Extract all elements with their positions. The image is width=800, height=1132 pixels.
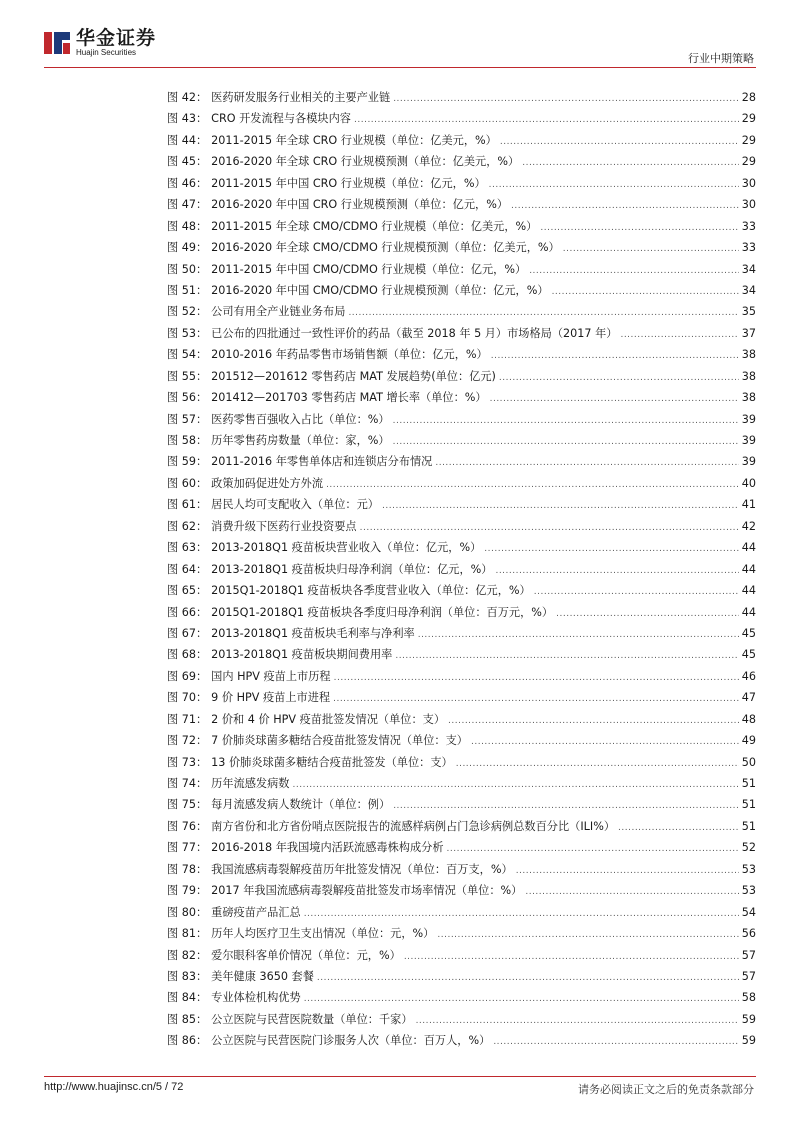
toc-figure-number: 图 58： (167, 434, 208, 447)
toc-leader-dots (348, 308, 738, 318)
toc-figure-number: 图 82： (167, 948, 208, 962)
toc-figure-title: 南方省份和北方省份哨点医院报告的流感样病例占门急诊病例总数百分比（ILI%） (211, 819, 616, 833)
toc-figure-title: 2013-2018Q1 疫苗板块归母净利润（单位：亿元，%） (211, 562, 493, 576)
toc-figure-title: 美年健康 3650 套餐 (211, 969, 314, 983)
toc-leader-dots (304, 909, 739, 919)
toc-figure-title: 居民人均可支配收入（单位：元） (211, 498, 379, 512)
toc-figure-title: 已公布的四批通过一致性评价的药品（截至 2018 年 5 月）市场格局（2017 年） (211, 326, 618, 340)
toc-leader-dots (437, 930, 738, 940)
toc-entry[interactable] (167, 947, 756, 968)
toc-page-number: 53 (741, 862, 756, 876)
toc-figure-title: 2011-2016 年零售单体店和连锁店分布情况 (211, 455, 433, 469)
toc-figure-number: 图 76： (167, 819, 208, 833)
toc-figure-number: 图 81： (167, 927, 208, 941)
toc-figure-number: 图 52： (167, 305, 208, 319)
toc-page-number: 48 (741, 712, 756, 726)
toc-entry[interactable] (167, 411, 756, 432)
toc-entry[interactable] (167, 925, 756, 946)
brand-name-en: Huajin Securities (76, 48, 137, 57)
toc-figure-number: 图 80： (167, 905, 208, 919)
toc-leader-dots (534, 587, 739, 597)
toc-figure-number: 图 43： (167, 112, 208, 126)
toc-leader-dots (317, 973, 739, 983)
toc-figure-number: 图 65： (167, 584, 208, 598)
page-header (0, 0, 800, 80)
toc-figure-title: 我国流感病毒裂解疫苗历年批签发情况（单位：百万支，%） (211, 862, 513, 876)
toc-page-number: 39 (741, 434, 756, 447)
toc-leader-dots (484, 544, 738, 554)
toc-figure-number: 图 46： (167, 176, 208, 190)
toc-page-number: 46 (741, 669, 756, 683)
toc-page-number: 37 (741, 326, 756, 340)
toc-entry[interactable] (167, 625, 756, 646)
toc-leader-dots (618, 823, 739, 833)
toc-figure-title: 2017 年我国流感病毒裂解疫苗批签发市场率情况（单位：%） (211, 884, 523, 898)
toc-figure-number: 图 50： (167, 262, 208, 276)
toc-figure-title: 爱尔眼科客单价情况（单位：元，%） (211, 948, 401, 962)
toc-figure-title: 2011-2015 年全球 CMO/CDMO 行业规模（单位：亿美元，%） (211, 219, 538, 233)
toc-entry[interactable] (167, 861, 756, 882)
toc-figure-number: 图 70： (167, 691, 208, 705)
toc-leader-dots (404, 952, 739, 962)
toc-figure-number: 图 71： (167, 712, 208, 726)
toc-page-number: 45 (741, 648, 756, 662)
toc-leader-dots (293, 780, 739, 790)
toc-figure-number: 图 60： (167, 476, 208, 490)
toc-page-number: 28 (741, 91, 756, 104)
footer-divider (44, 1076, 756, 1077)
toc-entry[interactable] (167, 518, 756, 539)
toc-figure-title: 每月流感发病人数统计（单位：例） (211, 798, 391, 812)
toc-entry[interactable] (167, 1032, 756, 1053)
toc-figure-title: 专业体检机构优势 (211, 991, 301, 1005)
toc-page-number: 33 (741, 241, 756, 255)
toc-figure-number: 图 45： (167, 155, 208, 169)
toc-figure-title: 9 价 HPV 疫苗上市进程 (211, 691, 331, 705)
toc-figure-number: 图 49： (167, 241, 208, 255)
toc-page-number: 56 (741, 927, 756, 941)
toc-figure-number: 图 68： (167, 648, 208, 662)
toc-leader-dots (382, 501, 739, 511)
toc-entry[interactable] (167, 561, 756, 582)
toc-page-number: 50 (741, 755, 756, 769)
toc-figure-title: 2011-2015 年中国 CMO/CDMO 行业规模（单位：亿元，%） (211, 262, 527, 276)
toc-figure-title: 公立医院与民营医院数量（单位：千家） (211, 1012, 413, 1026)
toc-entry[interactable] (167, 839, 756, 860)
toc-entry[interactable] (167, 303, 756, 324)
toc-leader-dots (620, 330, 738, 340)
figure-list (167, 89, 756, 1054)
toc-entry[interactable] (167, 282, 756, 303)
toc-page-number: 58 (741, 991, 756, 1005)
toc-figure-title: 2016-2020 年全球 CMO/CDMO 行业规模预测（单位：亿美元，%） (211, 241, 560, 255)
toc-entry[interactable] (167, 89, 756, 110)
toc-page-number: 34 (741, 283, 756, 297)
toc-page-number: 39 (741, 455, 756, 469)
toc-page-number: 34 (741, 262, 756, 276)
toc-entry[interactable] (167, 689, 756, 710)
toc-figure-number: 图 55： (167, 369, 208, 383)
toc-entry[interactable] (167, 110, 756, 131)
toc-figure-number: 图 83： (167, 969, 208, 983)
toc-figure-number: 图 64： (167, 562, 208, 576)
toc-entry[interactable] (167, 582, 756, 603)
toc-leader-dots (447, 844, 739, 854)
toc-leader-dots (490, 394, 739, 404)
toc-figure-title: 13 价肺炎球菌多糖结合疫苗批签发（单位：支） (211, 755, 453, 769)
toc-figure-number: 图 69： (167, 669, 208, 683)
brand-name-cn: 华金证券 (76, 27, 157, 49)
toc-page-number: 44 (741, 584, 756, 598)
toc-page-number: 51 (741, 819, 756, 833)
toc-entry[interactable] (167, 989, 756, 1010)
toc-entry[interactable] (167, 882, 756, 903)
toc-entry[interactable] (167, 796, 756, 817)
toc-figure-title: 政策加码促进处方外流 (211, 476, 324, 490)
toc-leader-dots (563, 244, 739, 254)
header-divider (44, 67, 756, 68)
toc-figure-title: 2 价和 4 价 HPV 疫苗批签发情况（单位：支） (211, 712, 446, 726)
toc-entry[interactable] (167, 239, 756, 260)
toc-entry[interactable] (167, 904, 756, 925)
toc-figure-title: 医药研发服务行业相关的主要产业链 (211, 91, 391, 104)
toc-page-number: 47 (741, 691, 756, 705)
toc-entry[interactable] (167, 218, 756, 239)
toc-figure-number: 图 63： (167, 541, 208, 555)
toc-figure-title: 201412—201703 零售药店 MAT 增长率（单位：%） (211, 391, 487, 405)
toc-leader-dots (525, 887, 738, 897)
toc-entry[interactable] (167, 475, 756, 496)
toc-figure-number: 图 66： (167, 605, 208, 619)
toc-entry[interactable] (167, 261, 756, 282)
toc-page-number: 30 (741, 198, 756, 212)
toc-figure-number: 图 67： (167, 626, 208, 640)
toc-leader-dots (393, 801, 739, 811)
toc-entry[interactable] (167, 818, 756, 839)
toc-entry[interactable] (167, 368, 756, 389)
toc-entry[interactable] (167, 754, 756, 775)
toc-page-number: 38 (741, 348, 756, 362)
toc-leader-dots (334, 673, 739, 683)
toc-leader-dots (500, 137, 739, 147)
toc-figure-number: 图 48： (167, 219, 208, 233)
toc-leader-dots (552, 287, 739, 297)
toc-page-number: 44 (741, 562, 756, 576)
toc-entry[interactable] (167, 132, 756, 153)
toc-figure-title: 2016-2020 年全球 CRO 行业规模预测（单位：亿美元，%） (211, 155, 520, 169)
toc-figure-title: 国内 HPV 疫苗上市历程 (211, 669, 331, 683)
toc-leader-dots (360, 523, 739, 533)
toc-leader-dots (333, 694, 739, 704)
toc-page-number: 33 (741, 219, 756, 233)
toc-leader-dots (495, 566, 738, 576)
toc-figure-number: 图 77： (167, 841, 208, 855)
toc-page-number: 40 (741, 476, 756, 490)
toc-entry[interactable] (167, 175, 756, 196)
toc-figure-title: 2013-2018Q1 疫苗板块营业收入（单位：亿元，%） (211, 541, 482, 555)
toc-entry[interactable] (167, 1011, 756, 1032)
toc-leader-dots (471, 737, 739, 747)
toc-figure-number: 图 54： (167, 348, 208, 362)
toc-leader-dots (511, 201, 739, 211)
toc-page-number: 39 (741, 412, 756, 426)
toc-figure-title: 2016-2020 年中国 CRO 行业规模预测（单位：亿元，%） (211, 198, 509, 212)
toc-figure-title: 重磅疫苗产品汇总 (211, 905, 301, 919)
toc-page-number: 44 (741, 605, 756, 619)
toc-figure-title: 2015Q1-2018Q1 疫苗板块各季度归母净利润（单位：百万元，%） (211, 605, 554, 619)
toc-figure-title: 201512—201612 零售药店 MAT 发展趋势(单位：亿元) (211, 369, 496, 383)
toc-page-number: 35 (741, 305, 756, 319)
toc-entry[interactable] (167, 732, 756, 753)
toc-figure-title: CRO 开发流程与各模块内容 (211, 112, 351, 126)
toc-figure-number: 图 53： (167, 326, 208, 340)
toc-leader-dots (304, 994, 739, 1004)
toc-figure-number: 图 79： (167, 884, 208, 898)
toc-leader-dots (326, 480, 739, 490)
toc-figure-number: 图 56： (167, 391, 208, 405)
toc-leader-dots (493, 1037, 738, 1047)
toc-figure-title: 2011-2015 年中国 CRO 行业规模（单位：亿元，%） (211, 176, 486, 190)
toc-entry[interactable] (167, 646, 756, 667)
toc-leader-dots (540, 223, 738, 233)
toc-page-number: 38 (741, 369, 756, 383)
toc-figure-number: 图 78： (167, 862, 208, 876)
toc-figure-title: 历年人均医疗卫生支出情况（单位：元，%） (211, 927, 435, 941)
toc-page-number: 38 (741, 391, 756, 405)
toc-page-number: 51 (741, 798, 756, 812)
toc-entry[interactable] (167, 389, 756, 410)
toc-page-number: 59 (741, 1012, 756, 1026)
toc-figure-title: 2013-2018Q1 疫苗板块期间费用率 (211, 648, 393, 662)
toc-entry[interactable] (167, 325, 756, 346)
toc-leader-dots (354, 115, 739, 125)
toc-figure-number: 图 61： (167, 498, 208, 512)
toc-figure-title: 2016-2018 年我国境内活跃流感毒株构成分析 (211, 841, 444, 855)
toc-figure-number: 图 72： (167, 734, 208, 748)
toc-leader-dots (522, 158, 739, 168)
toc-figure-number: 图 57： (167, 412, 208, 426)
toc-figure-title: 公司有用全产业链业务布局 (211, 305, 346, 319)
toc-entry[interactable] (167, 775, 756, 796)
toc-figure-title: 2010-2016 年药品零售市场销售额（单位：亿元，%） (211, 348, 488, 362)
toc-entry[interactable] (167, 196, 756, 217)
toc-leader-dots (418, 630, 739, 640)
toc-page-number: 30 (741, 176, 756, 190)
toc-page-number: 52 (741, 841, 756, 855)
toc-entry[interactable] (167, 496, 756, 517)
toc-entry[interactable] (167, 711, 756, 732)
toc-entry[interactable] (167, 668, 756, 689)
toc-leader-dots (529, 266, 739, 276)
toc-figure-title: 公立医院与民营医院门诊服务人次（单位：百万人，%） (211, 1034, 491, 1048)
toc-page-number: 57 (741, 948, 756, 962)
toc-figure-number: 图 47： (167, 198, 208, 212)
toc-figure-number: 图 85： (167, 1012, 208, 1026)
toc-figure-title: 7 价肺炎球菌多糖结合疫苗批签发情况（单位：支） (211, 734, 468, 748)
toc-figure-number: 图 44： (167, 133, 208, 147)
toc-figure-number: 图 42： (167, 91, 208, 104)
brand-mark-icon (44, 30, 70, 56)
toc-leader-dots (556, 609, 739, 619)
toc-page-number: 51 (741, 777, 756, 790)
toc-leader-dots (393, 416, 739, 426)
toc-entry[interactable] (167, 968, 756, 989)
toc-entry[interactable] (167, 604, 756, 625)
toc-page-number: 44 (741, 541, 756, 555)
toc-page-number: 53 (741, 884, 756, 898)
toc-page-number: 54 (741, 905, 756, 919)
toc-entry[interactable] (167, 346, 756, 367)
toc-leader-dots (489, 180, 739, 190)
toc-figure-number: 图 84： (167, 991, 208, 1005)
toc-leader-dots (393, 437, 739, 447)
toc-leader-dots (416, 1016, 739, 1026)
toc-page-number: 29 (741, 112, 756, 126)
toc-figure-number: 图 86： (167, 1034, 208, 1048)
toc-figure-number: 图 73： (167, 755, 208, 769)
toc-figure-title: 历年流感发病数 (211, 777, 290, 790)
toc-figure-title: 2013-2018Q1 疫苗板块毛利率与净利率 (211, 626, 415, 640)
toc-page-number: 29 (741, 155, 756, 169)
brand-logo (44, 28, 156, 57)
toc-entry[interactable] (167, 539, 756, 560)
document-type: 行业中期策略 (688, 52, 754, 65)
toc-leader-dots (395, 651, 738, 661)
toc-figure-title: 2011-2015 年全球 CRO 行业规模（单位：亿美元，%） (211, 133, 497, 147)
toc-figure-title: 医药零售百强收入占比（单位：%） (211, 412, 390, 426)
toc-figure-title: 历年零售药房数量（单位：家，%） (211, 434, 390, 447)
toc-figure-number: 图 62： (167, 519, 208, 533)
toc-leader-dots (491, 351, 739, 361)
toc-leader-dots (435, 458, 738, 468)
toc-page-number: 49 (741, 734, 756, 748)
toc-figure-title: 2016-2020 年中国 CMO/CDMO 行业规模预测（单位：亿元，%） (211, 283, 549, 297)
toc-page-number: 29 (741, 133, 756, 147)
toc-figure-number: 图 51： (167, 283, 208, 297)
toc-page-number: 42 (741, 519, 756, 533)
toc-entry[interactable] (167, 153, 756, 174)
toc-figure-number: 图 75： (167, 798, 208, 812)
toc-leader-dots (448, 716, 739, 726)
footer-url-page[interactable]: http://www.huajinsc.cn/5 / 72 (44, 1081, 184, 1093)
toc-figure-title: 消费升级下医药行业投资要点 (211, 519, 357, 533)
toc-page-number: 59 (741, 1034, 756, 1048)
toc-page-number: 57 (741, 969, 756, 983)
toc-leader-dots (456, 759, 739, 769)
toc-figure-title: 2015Q1-2018Q1 疫苗板块各季度营业收入（单位：亿元，%） (211, 584, 531, 598)
toc-figure-number: 图 59： (167, 455, 208, 469)
toc-leader-dots (516, 866, 739, 876)
footer-disclaimer: 请务必阅读正文之后的免责条款部分 (578, 1083, 754, 1096)
toc-page-number: 41 (741, 498, 756, 512)
toc-entry[interactable] (167, 432, 756, 453)
toc-leader-dots (393, 94, 739, 104)
toc-page-number: 45 (741, 626, 756, 640)
toc-leader-dots (499, 373, 739, 383)
toc-entry[interactable] (167, 453, 756, 474)
toc-figure-number: 图 74： (167, 777, 208, 790)
